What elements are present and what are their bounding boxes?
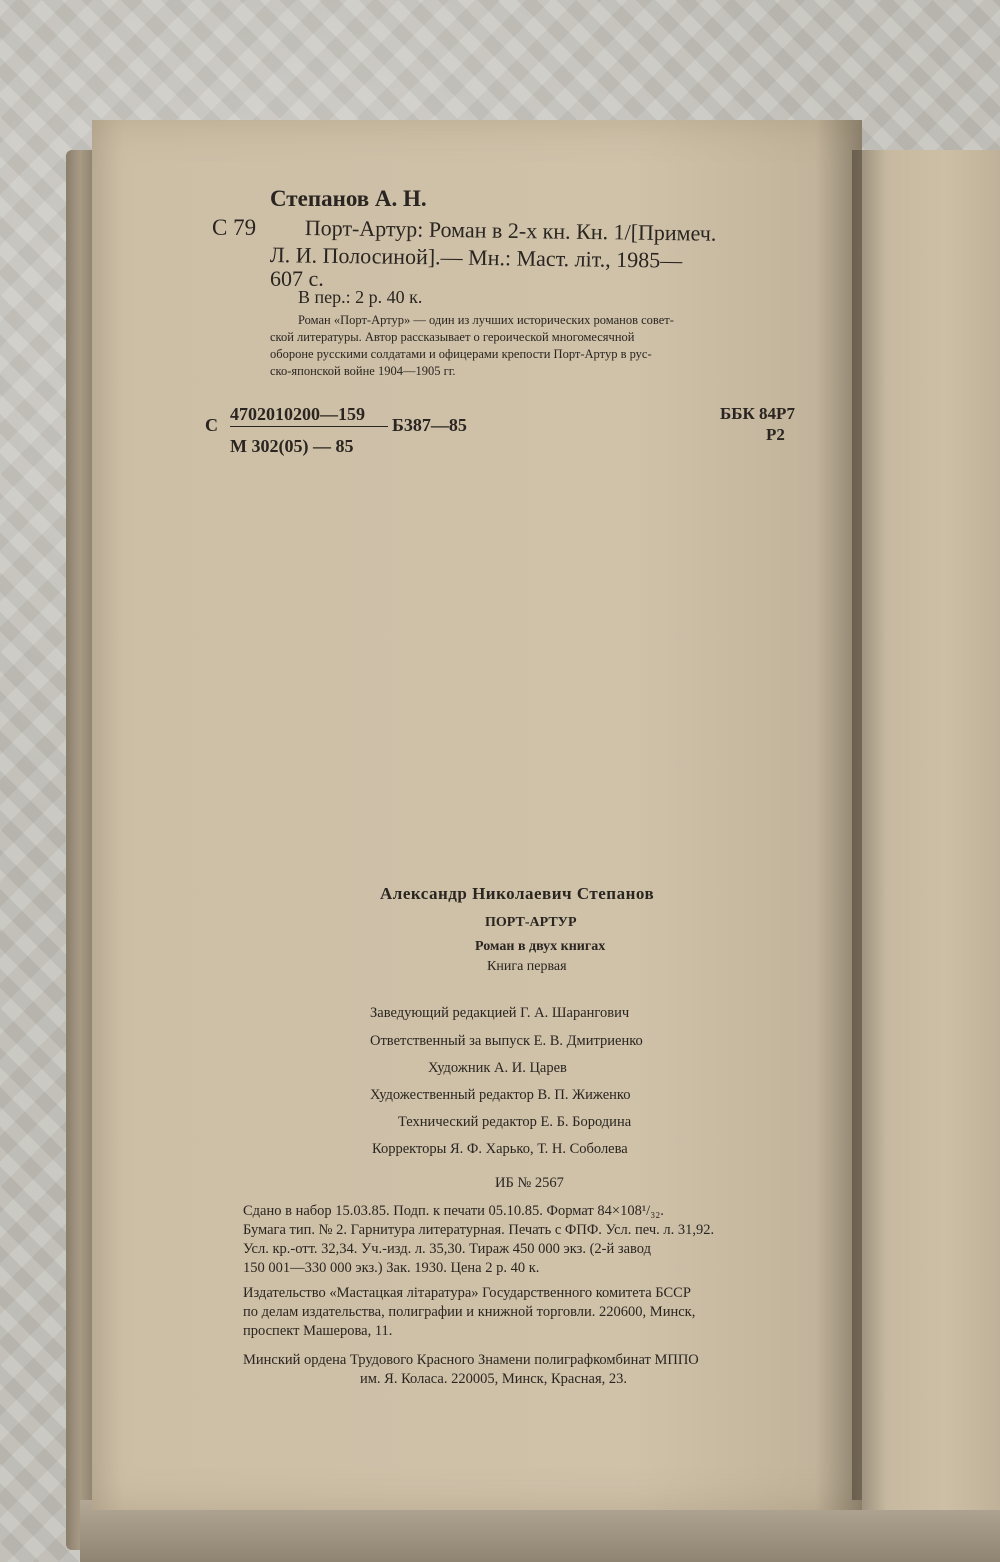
credit-tech-editor: Технический редактор Е. Б. Бородина xyxy=(398,1114,632,1130)
catalog-formula-top: 4702010200—159 xyxy=(230,404,365,424)
catalog-line-3: 607 с. xyxy=(270,266,324,291)
annotation-line-2: ской литературы. Автор рассказывает о героической многомесячной xyxy=(270,330,635,344)
catalog-price: В пер.: 2 р. 40 к. xyxy=(298,287,423,307)
imprint-author: Александр Николаевич Степанов xyxy=(380,884,655,903)
tech-line-4: 150 001—330 000 экз.) Зак. 1930. Цена 2 р. 40 к. xyxy=(243,1260,540,1276)
printer-line-1: Минский ордена Трудового Красного Знамени полиграфкомбинат МППО xyxy=(243,1352,699,1368)
tech-line-2: Бумага тип. № 2. Гарнитура литературная. Печать с ФПФ. Усл. печ. л. 31,92. xyxy=(243,1222,715,1238)
credit-responsible: Ответственный за выпуск Е. В. Дмитриенко xyxy=(370,1033,643,1049)
credit-art-editor: Художественный редактор В. П. Жиженко xyxy=(370,1087,631,1103)
catalog-author: Степанов А. Н. xyxy=(270,186,427,211)
right-page xyxy=(862,150,1000,1510)
catalog-formula-right: Б387—85 xyxy=(392,415,467,435)
catalog-line-1: Порт-Артур: Роман в 2-х кн. Кн. 1/[Примеч. xyxy=(304,215,717,246)
credit-artist: Художник А. И. Царев xyxy=(428,1060,567,1076)
catalog-code: С 79 xyxy=(212,215,257,240)
publisher-line-2: по делам издательства, полиграфии и книжной торговли. 220600, Минск, xyxy=(243,1304,696,1320)
annotation-line-4: ско-японской войне 1904—1905 гг. xyxy=(270,364,456,378)
publisher-line-1: Издательство «Мастацкая літаратура» Государственного комитета БССР xyxy=(243,1285,691,1301)
catalog-bbk: ББК 84Р7 xyxy=(720,404,795,423)
tech-line-1: Сдано в набор 15.03.85. Подп. к печати 05.10.85. Формат 84×108¹/₃₂. xyxy=(243,1203,664,1219)
catalog-formula-letter: С xyxy=(205,415,218,435)
imprint-book: Книга первая xyxy=(487,959,567,974)
credit-editor-head: Заведующий редакцией Г. А. Шарангович xyxy=(370,1005,630,1021)
catalog-bbk-2: Р2 xyxy=(766,425,785,444)
credit-proofreaders: Корректоры Я. Ф. Харько, Т. Н. Соболева xyxy=(372,1141,628,1157)
annotation-line-1: Роман «Порт-Артур» — один из лучших исторических романов совет- xyxy=(298,313,674,327)
annotation-line-3: обороне русскими солдатами и офицерами крепости Порт-Артур в рус- xyxy=(270,347,652,361)
tech-line-3: Усл. кр.-отт. 32,34. Уч.-изд. л. 35,30. Тираж 450 000 экз. (2-й завод xyxy=(243,1241,651,1257)
imprint-title: ПОРТ-АРТУР xyxy=(485,915,577,930)
catalog-formula-bottom: М 302(05) — 85 xyxy=(230,436,354,456)
formula-divider xyxy=(230,426,388,427)
catalog-line-2: Л. И. Полосиной].— Мн.: Маст. літ., 1985— xyxy=(269,242,683,273)
imprint-subtitle: Роман в двух книгах xyxy=(475,939,606,954)
printer-line-2: им. Я. Коласа. 220005, Минск, Красная, 23. xyxy=(360,1371,628,1387)
publisher-line-3: проспект Машерова, 11. xyxy=(243,1323,393,1339)
imprint-ib: ИБ № 2567 xyxy=(495,1175,564,1191)
